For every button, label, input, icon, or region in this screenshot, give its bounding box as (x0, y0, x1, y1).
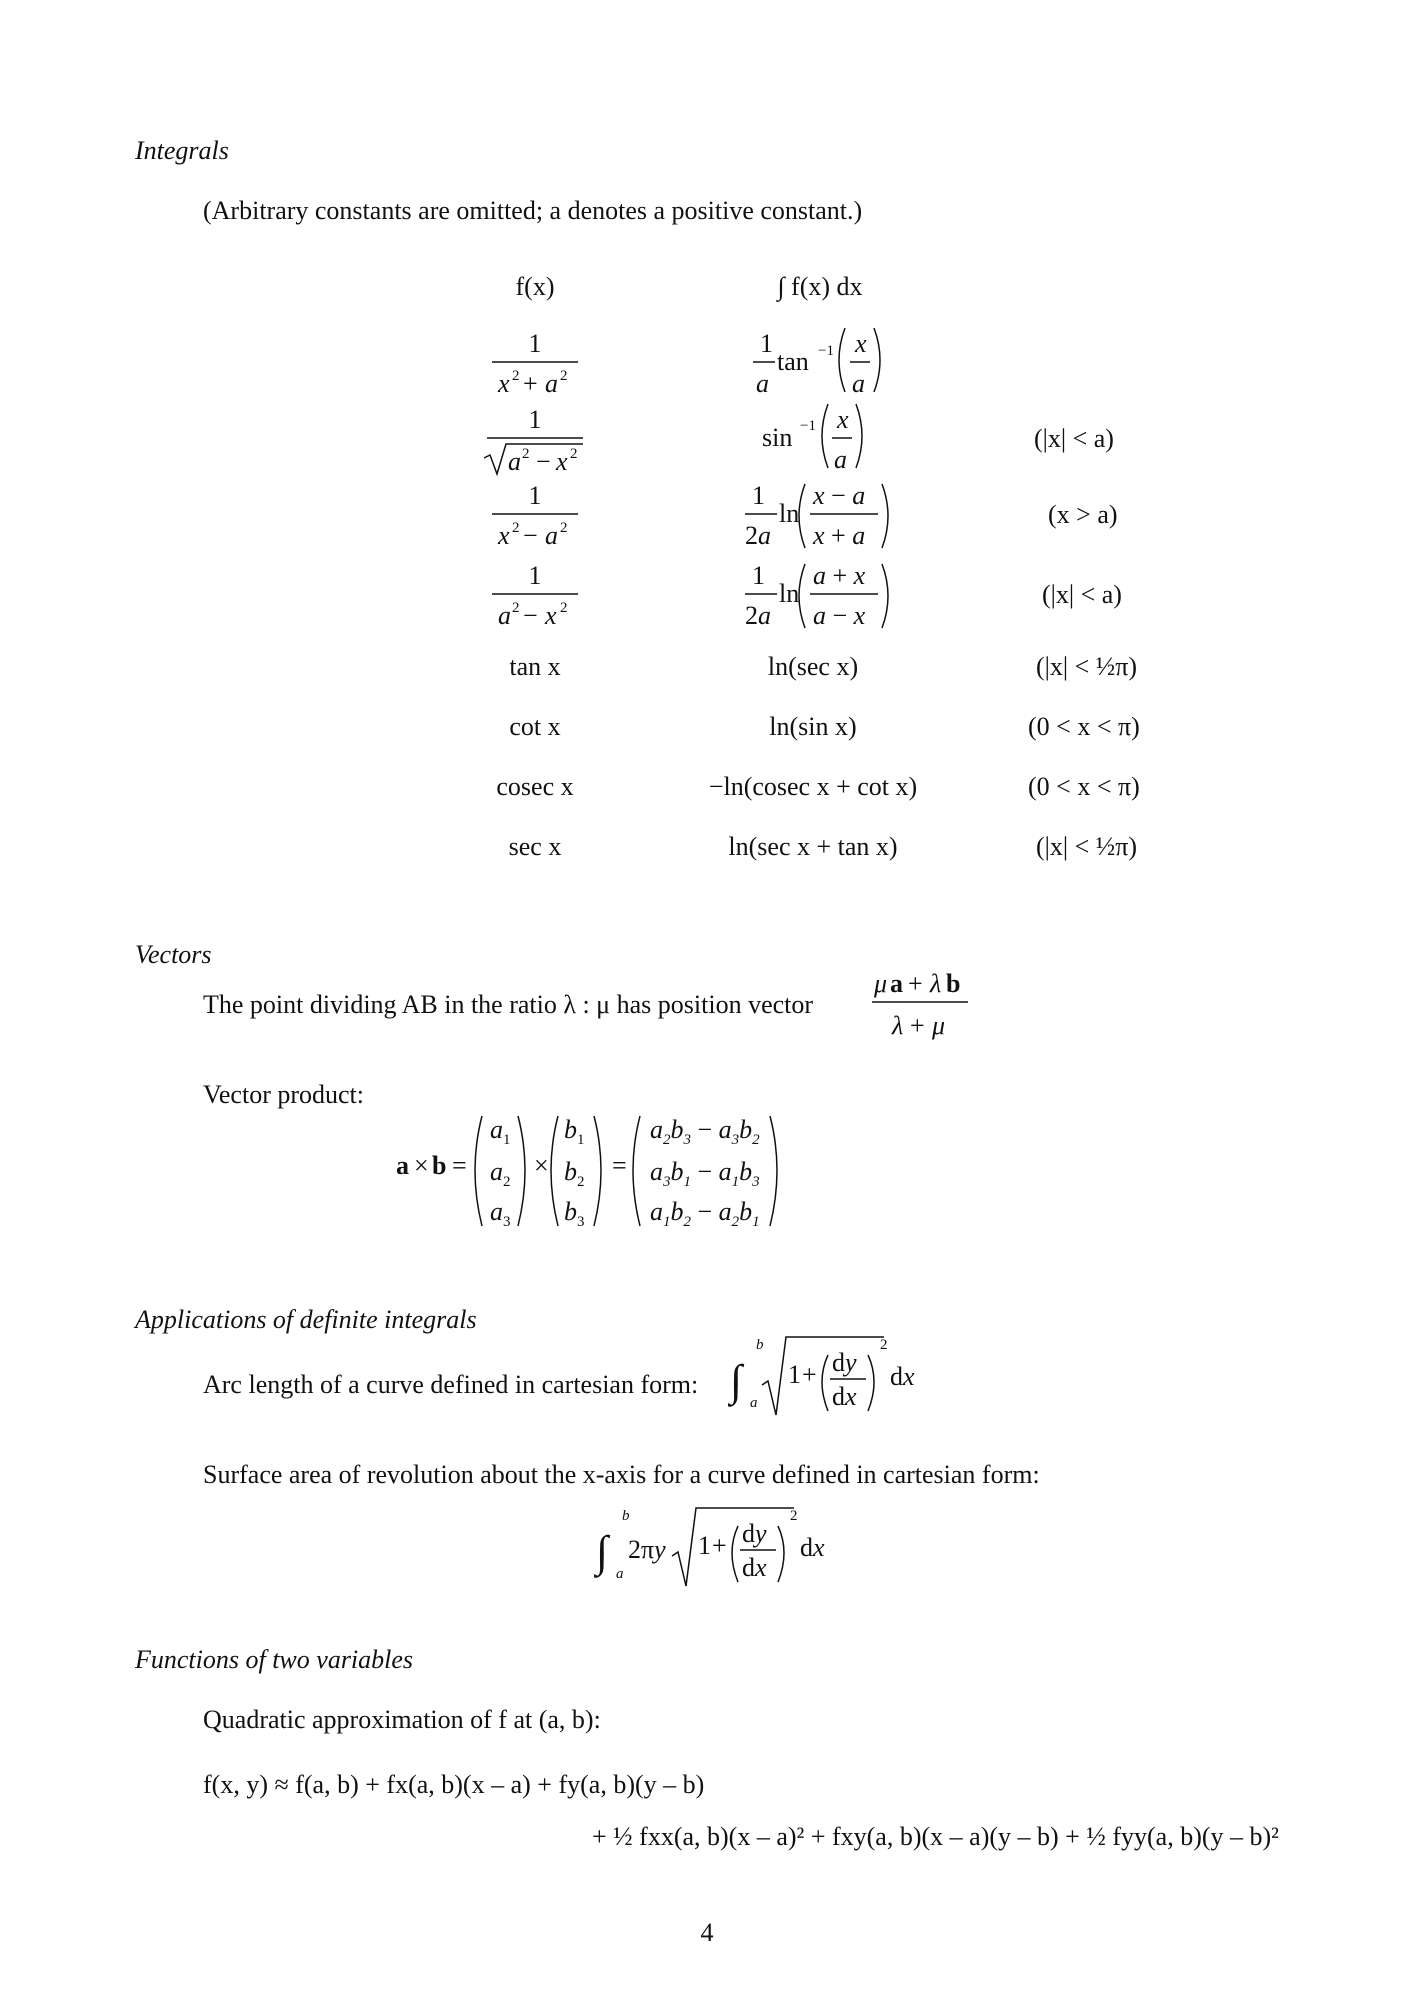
position-vector-formula (870, 968, 980, 1048)
svg-text:+: + (908, 969, 923, 998)
svg-text:3: 3 (577, 1214, 585, 1230)
svg-text:a: a (498, 601, 511, 630)
svg-text:μ: μ (874, 969, 888, 998)
svg-text:x: x (556, 447, 568, 476)
svg-text:+: + (802, 1360, 817, 1389)
svg-text:a: a (490, 1197, 503, 1226)
svg-text:a: a (756, 369, 769, 398)
svg-text:x − a: x − a (813, 481, 866, 510)
svg-text:x + a: x + a (813, 521, 866, 550)
integrals-heading: Integrals (135, 136, 229, 165)
row-3 (492, 481, 888, 550)
svg-text:2: 2 (512, 600, 520, 616)
svg-text:ln: ln (779, 499, 800, 528)
svg-text:dx: dx (800, 1533, 825, 1562)
svg-text:2: 2 (560, 520, 568, 536)
svg-text:1: 1 (577, 1132, 585, 1148)
svg-text:x: x (837, 405, 849, 434)
fx-6: cot x (509, 712, 561, 741)
svg-text:a1b2 − a2b1: $a_1b_2 - a_2b_1$ (650, 1197, 760, 1230)
svg-text:a + x: a + x (813, 561, 866, 590)
svg-text:2πy: 2πy (628, 1535, 666, 1564)
svg-text:λ: λ (930, 969, 942, 998)
col-fx-header: f(x) (515, 272, 555, 301)
svg-text:2: 2 (880, 1337, 888, 1353)
svg-text:x: x (545, 601, 557, 630)
integral-5: ln(sec x) (767, 652, 859, 681)
svg-text:×: × (414, 1151, 429, 1180)
row-2 (484, 404, 862, 476)
condition-8: (|x| < ½π) (1036, 832, 1138, 861)
definite-integrals-heading: Applications of definite integrals (135, 1305, 477, 1334)
fx-7: cosec x (496, 772, 574, 801)
page-number: 4 (700, 1918, 714, 1947)
fx-8: sec x (508, 832, 562, 861)
integral-8: ln(sec x + tan x) (728, 832, 898, 861)
quadratic-line-2 (592, 1822, 1279, 1852)
svg-text:1: 1 (752, 561, 765, 590)
svg-text:1: 1 (528, 405, 542, 434)
svg-text:b: b (432, 1151, 447, 1180)
svg-text:2: 2 (503, 1174, 511, 1190)
svg-text:a: a (750, 1395, 758, 1411)
svg-text:−: − (523, 601, 538, 630)
svg-text:1: 1 (528, 561, 542, 590)
svg-text:1: 1 (788, 1360, 801, 1389)
svg-text:2: 2 (512, 520, 520, 536)
svg-text:a: a (616, 1566, 624, 1582)
quadratic-approx-text: Quadratic approximation of f at (a, b): (203, 1705, 601, 1734)
svg-text:b: b (564, 1115, 577, 1144)
arc-length-formula (728, 1325, 928, 1435)
svg-text:λ: λ (892, 1011, 904, 1040)
surface-area-text: Surface area of revolution about the x-axis for a curve defined in cartesian form: (203, 1460, 1040, 1489)
svg-text:2: 2 (512, 368, 520, 384)
svg-text:2: 2 (522, 446, 530, 462)
svg-text:−: − (523, 521, 538, 550)
vectors-heading: Vectors (135, 940, 212, 969)
quadratic-line-2-text: + ½ fxx(a, b)(x – a)² + fxy(a, b)(x – a)(y – b) + ½ fyy(a, b)(y – b)² (592, 1822, 1279, 1851)
svg-text:2a: 2a (745, 601, 771, 630)
svg-text:1: 1 (528, 329, 542, 358)
svg-text:a: a (834, 445, 847, 474)
svg-text:b: b (622, 1508, 630, 1524)
quadratic-line-1 (203, 1770, 704, 1800)
condition-5: (|x| < ½π) (1036, 652, 1138, 681)
svg-text:b: b (564, 1157, 577, 1186)
svg-text:∫: ∫ (596, 1527, 609, 1576)
integral-6: ln(sin x) (769, 712, 857, 741)
svg-text:ln: ln (779, 579, 800, 608)
svg-text:1: 1 (760, 329, 773, 358)
svg-text:2: 2 (560, 600, 568, 616)
svg-text:∫: ∫ (730, 1356, 743, 1405)
condition-7: (0 < x < π) (1028, 772, 1140, 801)
svg-text:a: a (490, 1157, 503, 1186)
quadratic-line-1-text: f(x, y) ≈ f(a, b) + fx(a, b)(x – a) + fy(a, b)(y – b) (203, 1770, 705, 1799)
svg-text:a − x: a − x (813, 601, 866, 630)
svg-text:dx: dx (890, 1362, 915, 1391)
svg-text:dx: dx (832, 1382, 857, 1411)
svg-text:−1: −1 (818, 343, 834, 359)
svg-text:2a: 2a (745, 521, 771, 550)
condition-2: (|x| < a) (1034, 424, 1114, 453)
svg-text:−: − (536, 447, 551, 476)
svg-text:=: = (452, 1151, 467, 1180)
svg-text:1: 1 (503, 1132, 511, 1148)
svg-text:x: x (498, 369, 510, 398)
svg-text:x: x (855, 329, 867, 358)
svg-text:x: x (498, 521, 510, 550)
svg-text:2: 2 (790, 1508, 798, 1524)
svg-text:3: 3 (503, 1214, 511, 1230)
svg-text:a: a (890, 969, 903, 998)
row-4 (492, 561, 888, 630)
svg-text:a: a (508, 447, 521, 476)
svg-text:dy: dy (742, 1519, 767, 1548)
svg-text:b: b (946, 969, 961, 998)
integral-7: −ln(cosec x + cot x) (708, 772, 918, 801)
svg-text:a: a (545, 521, 558, 550)
row-1 (492, 328, 880, 398)
condition-3: (x > a) (1048, 500, 1118, 529)
svg-text:a: a (396, 1151, 409, 1180)
svg-text:1: 1 (752, 481, 765, 510)
svg-text:a: a (545, 369, 558, 398)
svg-text:2: 2 (560, 368, 568, 384)
svg-text:2: 2 (577, 1174, 585, 1190)
two-variables-heading: Functions of two variables (135, 1645, 414, 1674)
svg-text:μ: μ (932, 1011, 946, 1040)
integrals-table (0, 0, 1414, 900)
arc-length-text: Arc length of a curve defined in cartesian form: (203, 1370, 699, 1399)
col-integral-header: ∫ f(x) dx (777, 272, 863, 301)
svg-text:tan: tan (777, 347, 809, 376)
svg-text:1: 1 (698, 1531, 711, 1560)
svg-text:dy: dy (832, 1348, 857, 1377)
surface-area-formula (594, 1496, 834, 1606)
svg-text:+: + (910, 1011, 925, 1040)
svg-text:a3b1 − a1b3: $a_3b_1 - a_1b_3$ (650, 1157, 760, 1190)
svg-text:=: = (612, 1151, 627, 1180)
vectors-dividing-text: The point dividing AB in the ratio λ : μ has position vector (203, 990, 814, 1019)
svg-text:1: 1 (528, 481, 542, 510)
integrals-note: (Arbitrary constants are omitted; a denotes a positive constant.) (203, 196, 863, 225)
vector-product-formula (390, 1108, 790, 1238)
svg-text:+: + (712, 1531, 727, 1560)
svg-text:×: × (534, 1151, 549, 1180)
svg-text:dx: dx (742, 1553, 767, 1582)
fx-5: tan x (509, 652, 561, 681)
condition-4: (|x| < a) (1042, 580, 1122, 609)
svg-text:b: b (756, 1337, 764, 1353)
svg-text:+: + (523, 369, 538, 398)
svg-text:a: a (852, 369, 865, 398)
vector-product-label: Vector product: (203, 1080, 365, 1109)
svg-text:sin: sin (762, 423, 793, 452)
svg-text:a2b3 − a3b2: $a_2b_3 - a_3b_2$ (650, 1115, 760, 1148)
svg-text:−1: −1 (800, 418, 816, 434)
svg-text:2: 2 (570, 446, 578, 462)
svg-text:b: b (564, 1197, 577, 1226)
svg-text:a: a (490, 1115, 503, 1144)
condition-6: (0 < x < π) (1028, 712, 1140, 741)
